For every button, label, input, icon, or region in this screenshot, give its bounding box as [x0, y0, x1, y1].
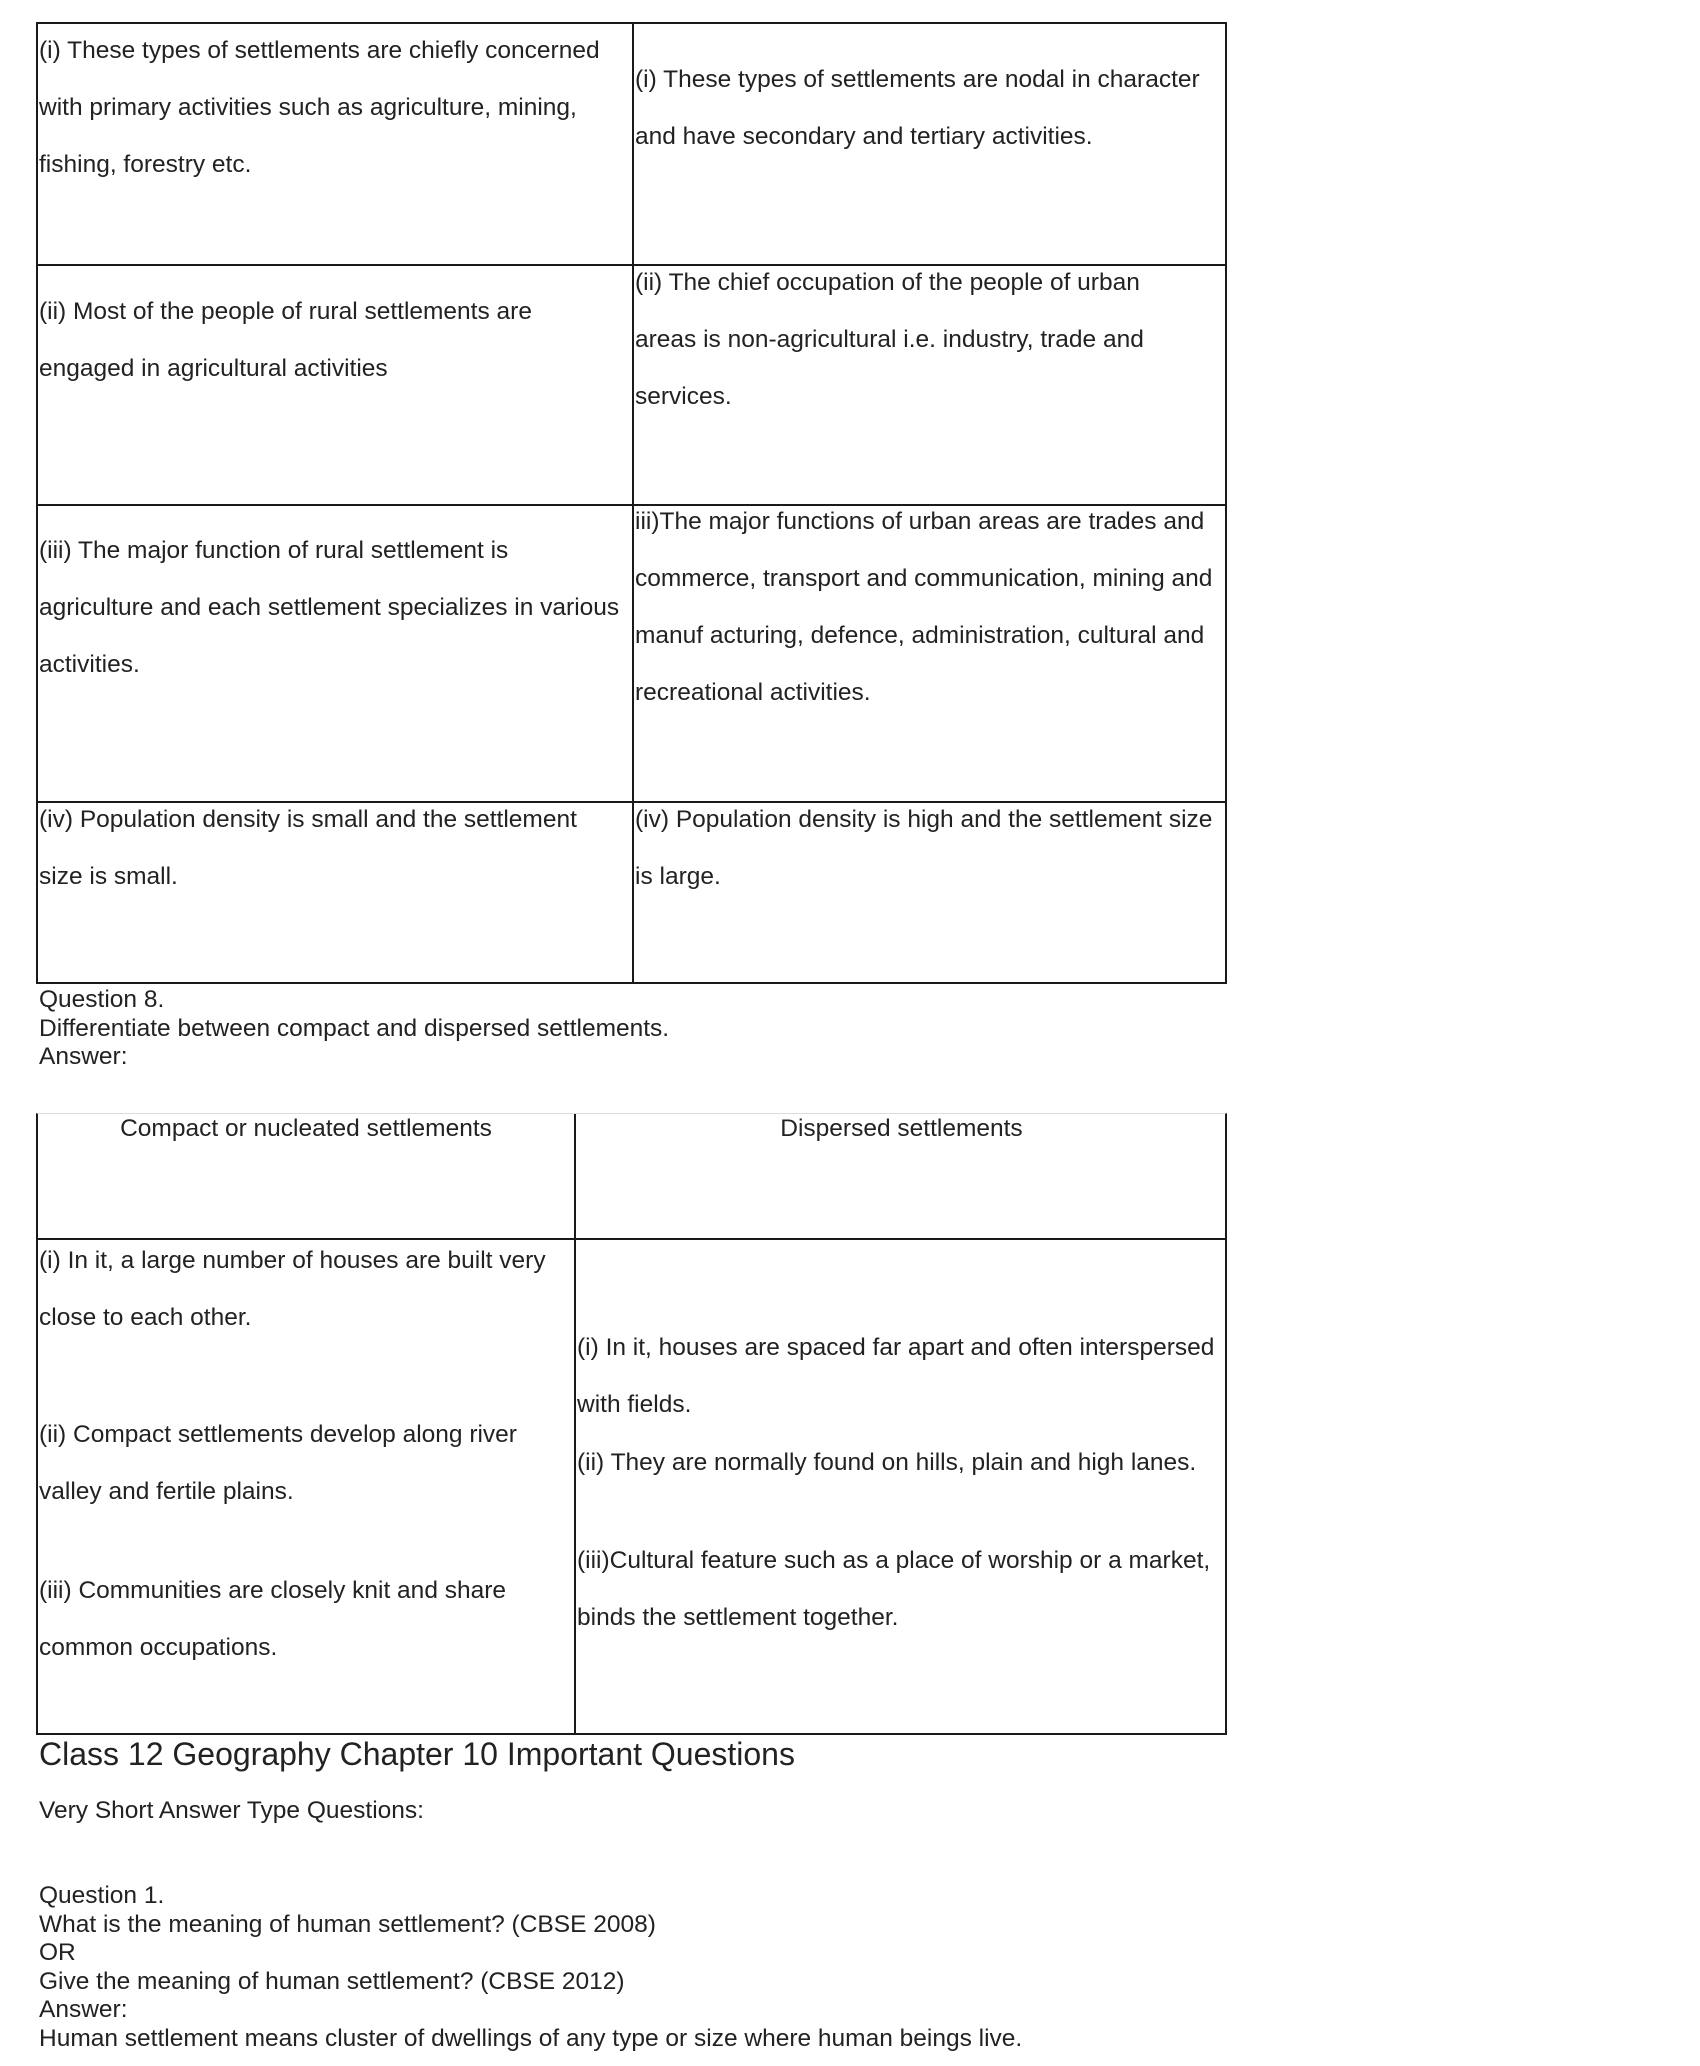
- question-number: Question 8.: [39, 986, 165, 1013]
- rural-point-2: (ii) Most of the people of rural settlements are engaged in agricultural activities: [39, 298, 532, 382]
- rural-point-4: (iv) Population density is small and the settlement size is small.: [39, 806, 577, 890]
- question-text: Differentiate between compact and dispersed settlements.: [39, 1014, 670, 1042]
- urban-point-3: iii)The major functions of urban areas are trades and commerce, transport and communication, mining and manuf acturing, defence, administration, cultural and recreational activities.: [635, 508, 1213, 706]
- answer-text: Human settlement means cluster of dwellings of any type or size where human beings live.: [39, 2024, 1023, 2052]
- answer-label: Answer:: [39, 1996, 128, 2023]
- or-separator: OR: [39, 1939, 76, 1966]
- section-subtitle: Very Short Answer Type Questions:: [39, 1797, 424, 1824]
- column-divider: [632, 24, 634, 982]
- question-number: Question 1.: [39, 1882, 165, 1909]
- compact-point-1: (i) In it, a large number of houses are built very close to each other.: [39, 1247, 546, 1331]
- rural-urban-comparison-table: [36, 22, 1227, 984]
- dispersed-point-1: (i) In it, houses are spaced far apart and often interspersed with fields.: [577, 1334, 1215, 1418]
- section-title: Class 12 Geography Chapter 10 Important Questions: [39, 1736, 795, 1772]
- answer-label: Answer:: [39, 1043, 128, 1070]
- header-compact: Compact or nucleated settlements: [120, 1115, 492, 1142]
- compact-point-3: (iii) Communities are closely knit and share common occupations.: [39, 1577, 507, 1661]
- dispersed-point-2: (ii) They are normally found on hills, plain and high lanes.: [577, 1449, 1197, 1476]
- question-8-block: [39, 986, 669, 1072]
- question-alt-text: Give the meaning of human settlement? (CBSE 2012): [39, 1967, 625, 1995]
- dispersed-point-3: (iii)Cultural feature such as a place of worship or a market, binds the settlement together.: [577, 1547, 1211, 1631]
- header-dispersed: Dispersed settlements: [780, 1115, 1023, 1142]
- rural-point-1: (i) These types of settlements are chiefly concerned with primary activities such as agriculture, mining, fishing, forestry etc.: [39, 37, 600, 178]
- rural-point-3: (iii) The major function of rural settlement is agriculture and each settlement specializes in various activities.: [39, 537, 620, 678]
- column-divider: [574, 1114, 576, 1733]
- compact-dispersed-table: [36, 1113, 1227, 1735]
- urban-point-1: (i) These types of settlements are nodal in character and have secondary and tertiary activities.: [635, 66, 1200, 150]
- question-text: What is the meaning of human settlement? (CBSE 2008): [39, 1910, 656, 1938]
- compact-point-2: (ii) Compact settlements develop along river valley and fertile plains.: [39, 1421, 517, 1505]
- urban-point-4: (iv) Population density is high and the settlement size is large.: [635, 806, 1213, 890]
- urban-point-2: (ii) The chief occupation of the people of urban areas is non-agricultural i.e. industry, trade and services.: [635, 269, 1144, 410]
- question-1-block: [39, 1882, 1022, 2053]
